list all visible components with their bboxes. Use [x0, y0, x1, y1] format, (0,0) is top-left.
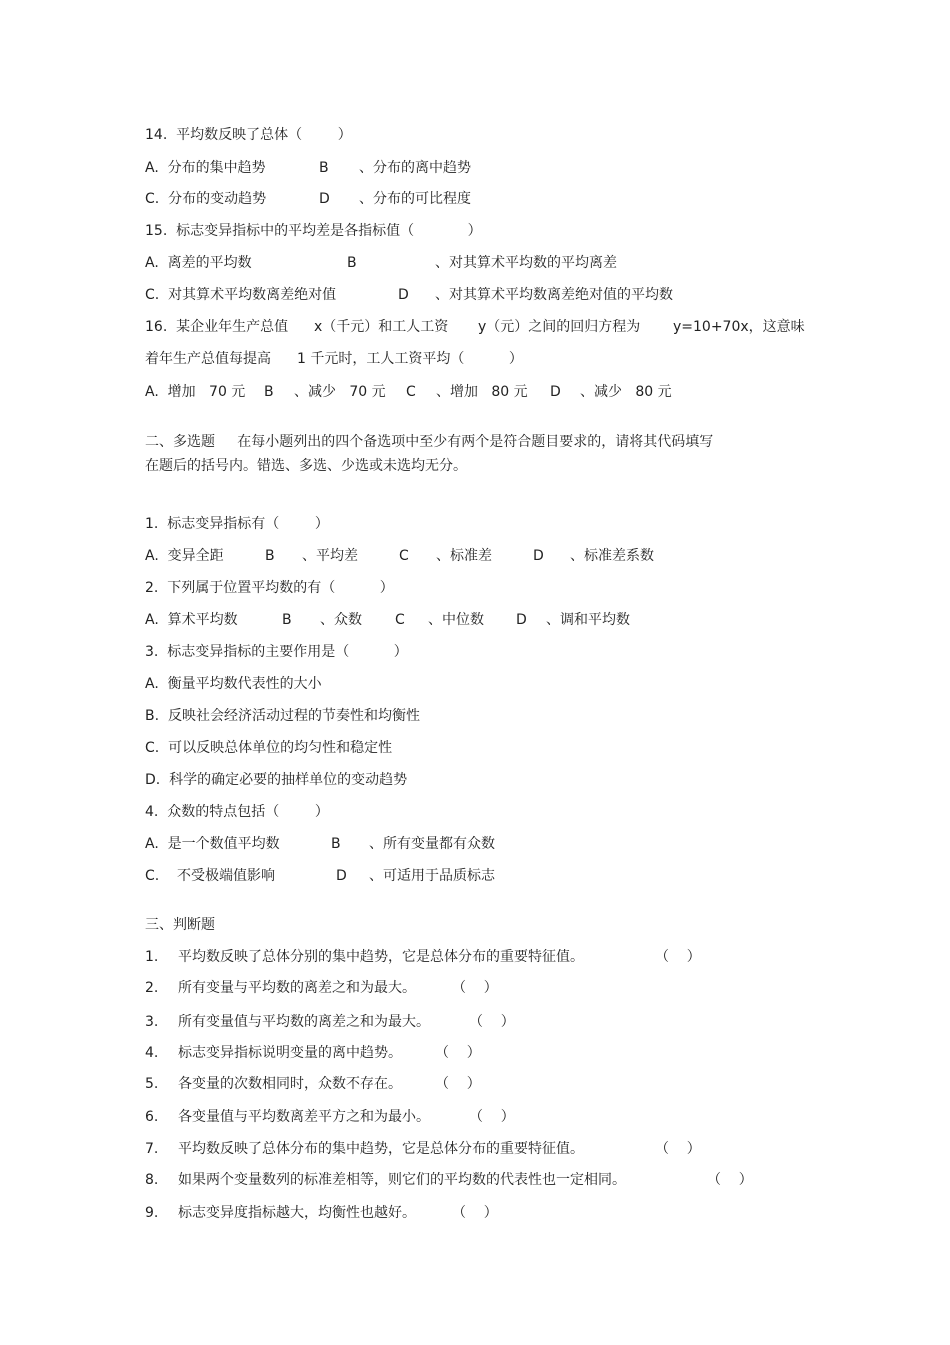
s2-q2-option-d-text: 、调和平均数 [546, 612, 630, 628]
q16-stem-line2: 着年生产总值每提高 1 千元时，工人工资平均（ ） [145, 351, 523, 367]
s3-item-7: 7. 平均数反映了总体分布的集中趋势，它是总体分布的重要特征值。 （ ） [145, 1141, 701, 1157]
s3-item-6: 6. 各变量值与平均数离差平方之和为最小。 （ ） [145, 1109, 515, 1125]
s3-item-2-answer-blank: （ ） [452, 980, 498, 996]
s2-q4-option-c: C. 不受极端值影响 [145, 868, 276, 884]
s3-item-1: 1. 平均数反映了总体分别的集中趋势，它是总体分布的重要特征值。 （ ） [145, 949, 701, 965]
s2-q4-option-b-letter: B [331, 836, 341, 852]
s2-q2-option-b-text: 、众数 [320, 612, 362, 628]
s3-item-9-answer-blank: （ ） [452, 1205, 498, 1221]
q16-stem-line1: 16. 某企业年生产总值 x（千元）和工人工资 y（元）之间的回归方程为 y=10+70x，这意味 [145, 319, 805, 335]
s3-item-1-answer-blank: （ ） [655, 949, 701, 965]
s3-item-3: 3. 所有变量值与平均数的离差之和为最大。 （ ） [145, 1014, 515, 1030]
s2-q2-option-b-letter: B [282, 612, 292, 628]
s2-q1-option-b-text: 、平均差 [302, 548, 358, 564]
q15-option-c: C. 对其算术平均数离差绝对值 [145, 287, 337, 303]
s2-q1-option-c-letter: C [399, 548, 409, 564]
s2-q4-option-d-letter: D [336, 868, 347, 884]
s3-item-8: 8. 如果两个变量数列的标准差相等，则它们的平均数的代表性也一定相同。 （ ） [145, 1172, 753, 1188]
q15-option-a: A. 离差的平均数 [145, 255, 252, 271]
s3-item-7-answer-blank: （ ） [655, 1141, 701, 1157]
s2-q4-option-d-text: 、可适用于品质标志 [369, 868, 495, 884]
q16-option-b-text: 、减少 70 元 [294, 384, 386, 400]
q15-option-b-text: 、对其算术平均数的平均离差 [435, 255, 617, 271]
q16-option-d-text: 、减少 80 元 [580, 384, 672, 400]
s3-item-9: 9. 标志变异度指标越大，均衡性也越好。 （ ） [145, 1205, 498, 1221]
q14-option-d-letter: D [319, 191, 330, 207]
q14-option-b-letter: B [319, 160, 329, 176]
s3-item-4: 4. 标志变异指标说明变量的离中趋势。 （ ） [145, 1045, 481, 1061]
s2-q1-option-c-text: 、标准差 [436, 548, 492, 564]
q14-option-a: A. 分布的集中趋势 [145, 160, 266, 176]
s2-q2-options [145, 610, 630, 790]
s3-item-4-answer-blank: （ ） [435, 1045, 481, 1061]
document-page: 14. 平均数反映了总体（ ） A. 分布的集中趋势 B 、分布的离中趋势 C. 分布的变动趋势 D 、分布的可比程度 15. 标志变异指标中的平均差是各指标值（ ） A. 离差的平均数 B 、对其算术平均数的平均离差 C. 对其算术平均数离差绝对值 D 、对其算术平均数离差绝对值的平均数 16. 某企业年生产总值 x（千元）和工人工资 y（元）之间的回归方程为 y=10+70x，这意味 着年生产总值每提高 1 千元时，工人工资平均（ ） A. 增加 70 元 B 、减少 70 元 C 、增加 80 元 D 、减少 80 元 二、多选题 在每小题列出的四个备选项中至少有两个是符合题目要求的，请将其代码填写 在题后的括号内。错选、多选、少选或未选均无分。 1. 标志变异指标有（ ） A. 变异全距 B 、平均差 C 、标准差 D 、标准差系数 2. 下列属于位置平均数的有（ ） A. 算术平均数 B 、众数 C 、中位数 D 、调和平均数 3. 标志变异指标的主要作用是（ ） A. 衡量平均数代表性的大小 B. 反映社会经济活动过程的节奏性和均衡性 C. 可以反映总体单位的均匀性和稳定性 D. 科学的确定必要的抽样单位的变动趋势 4. 众数的特点包括（ ） A. 是一个数值平均数 B 、所有变量都有众数 C. 不受极端值影响 D 、可适用于品质标志 三、判断题 1. 平均数反映了总体分别的集中趋势，它是总体分布的重要特征值。 （ ） 2. 所有变量与平均数的离差之和为最大。 （ ） 3. 所有变量值与平均数的离差之和为最大。 （ ） 4. 标志变异指标说明变量的离中趋势。 （ ） 5. 各变量的次数相同时，众数不存在。 （ ） 6. 各变量值与平均数离差平方之和为最小。 （ ） 7. 平均数反映了总体分布的集中趋势，它是总体分布的重要特征值。 （ ） 8. 如果两个变量数列的标准差相等，则它们的平均数的代表性也一定相同。 （ ） 9. 标志变异度指标越大，均衡性也越好。 （ ） [0, 0, 950, 1345]
s3-item-8-answer-blank: （ ） [707, 1172, 753, 1188]
s2-q1-option-b-letter: B [265, 548, 275, 564]
s3-item-3-answer-blank: （ ） [469, 1014, 515, 1030]
s2-q1-option-d-text: 、标准差系数 [570, 548, 654, 564]
q14-option-b-text: 、分布的离中趋势 [359, 160, 471, 176]
s3-item-5: 5. 各变量的次数相同时，众数不存在。 （ ） [145, 1076, 481, 1092]
s2-q2-option-c-letter: C [395, 612, 405, 628]
s2-q1-option-a: A. 变异全距 [145, 548, 224, 564]
q14-option-c: C. 分布的变动趋势 [145, 191, 267, 207]
q15-option-d-letter: D [398, 287, 409, 303]
q14-option-d-text: 、分布的可比程度 [359, 191, 471, 207]
q15-option-b-letter: B [347, 255, 357, 271]
q15-option-d-text: 、对其算术平均数离差绝对值的平均数 [435, 287, 673, 303]
s2-q4-option-b-text: 、所有变量都有众数 [369, 836, 495, 852]
s2-q2-option-d-letter: D [516, 612, 527, 628]
q16-option-d-letter: D [550, 384, 561, 400]
s3-item-2: 2. 所有变量与平均数的离差之和为最大。 （ ） [145, 980, 498, 996]
q16-option-b-letter: B [264, 384, 274, 400]
s2-q1-option-d-letter: D [533, 548, 544, 564]
s2-q4-option-a: A. 是一个数值平均数 [145, 836, 280, 852]
q16-option-a: A. 增加 70 元 [145, 384, 246, 400]
q16-option-c-letter: C [406, 384, 416, 400]
s3-item-5-answer-blank: （ ） [435, 1076, 481, 1092]
s3-item-6-answer-blank: （ ） [469, 1109, 515, 1125]
s2-q2-option-c-text: 、中位数 [428, 612, 484, 628]
q16-option-c-text: 、增加 80 元 [436, 384, 528, 400]
s2-q2-option-a: A. 算术平均数 [145, 612, 238, 628]
